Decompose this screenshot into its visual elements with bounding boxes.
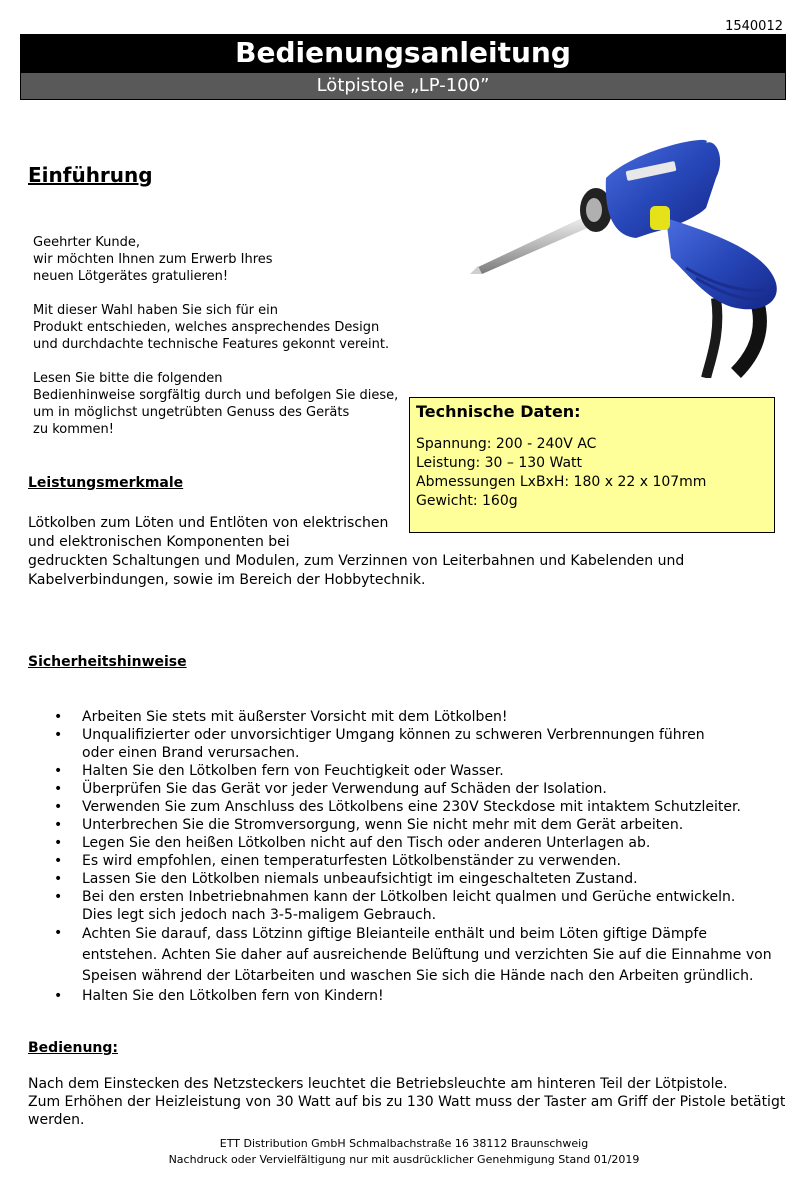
bullet-icon: • — [54, 817, 63, 833]
bullet-icon: • — [54, 709, 63, 725]
page-footer — [0, 1136, 808, 1168]
intro-line: und durchdachte technische Features gekonnt vereint. — [33, 337, 390, 352]
features-line: Kabelverbindungen, sowie im Bereich der Hobbytechnik. — [28, 572, 426, 588]
intro-paragraph — [33, 302, 398, 353]
list-item — [50, 798, 772, 816]
features-heading: Leistungsmerkmale — [28, 475, 184, 491]
safety-line: Unterbrechen Sie die Stromversorgung, wenn Sie nicht mehr mit dem Gerät arbeiten. — [82, 817, 684, 833]
bullet-icon: • — [54, 853, 63, 869]
list-item — [50, 870, 772, 888]
list-item — [50, 708, 772, 726]
intro-line: Produkt entschieden, welches ansprechendes Design — [33, 320, 380, 335]
intro-line: neuen Lötgerätes gratulieren! — [33, 269, 229, 284]
operation-text — [28, 1075, 785, 1129]
list-item — [50, 924, 772, 987]
intro-line: Lesen Sie bitte die folgenden — [33, 371, 223, 386]
intro-line: um in möglichst ungetrübten Genuss des Geräts — [33, 405, 350, 420]
features-line: und elektronischen Komponenten bei — [28, 534, 290, 550]
list-item — [50, 726, 772, 762]
document-number: 1540012 — [725, 19, 783, 34]
operation-line: werden. — [28, 1112, 85, 1128]
bullet-icon: • — [54, 781, 63, 797]
safety-line: Bei den ersten Inbetriebnahmen kann der Lötkolben leicht qualmen und Gerüche entwickeln. — [82, 889, 736, 905]
list-item — [50, 762, 772, 780]
intro-paragraph — [33, 234, 398, 285]
safety-line: Achten Sie darauf, dass Lötzinn giftige Bleianteile enthält und beim Löten giftige Dämpfe — [82, 926, 707, 942]
intro-heading: Einführung — [28, 163, 153, 187]
intro-line: Bedienhinweise sorgfältig durch und befolgen Sie diese, — [33, 388, 399, 403]
technical-data-line: Abmessungen LxBxH: 180 x 22 x 107mm — [416, 474, 707, 490]
safety-line: Dies legt sich jedoch nach 3-5-maligem Gebrauch. — [82, 907, 437, 923]
technical-data-title: Technische Daten: — [416, 402, 581, 421]
list-item — [50, 852, 772, 870]
bullet-icon: • — [54, 889, 63, 905]
list-item — [50, 987, 772, 1005]
technical-data-line: Gewicht: 160g — [416, 493, 518, 509]
list-item — [50, 834, 772, 852]
bullet-icon: • — [54, 925, 63, 941]
features-line: Lötkolben zum Löten und Entlöten von elektrischen — [28, 515, 389, 531]
soldering-gun-image — [466, 118, 786, 378]
features-text — [28, 514, 684, 590]
document-title: Bedienungsanleitung — [20, 34, 786, 72]
safety-line: Arbeiten Sie stets mit äußerster Vorsicht mit dem Lötkolben! — [82, 709, 508, 725]
intro-line: wir möchten Ihnen zum Erwerb Ihres — [33, 252, 273, 267]
footer-line: Nachdruck oder Vervielfältigung nur mit ausdrücklicher Genehmigung Stand 01/2019 — [168, 1153, 640, 1166]
safety-line: Lassen Sie den Lötkolben niemals unbeaufsichtigt im eingeschalteten Zustand. — [82, 871, 638, 887]
operation-heading: Bedienung: — [28, 1040, 119, 1056]
bullet-icon: • — [54, 727, 63, 743]
intro-line: Geehrter Kunde, — [33, 235, 140, 250]
operation-line: Zum Erhöhen der Heizleistung von 30 Watt auf bis zu 130 Watt muss der Taster am Griff der Pistole betätigt — [28, 1094, 786, 1110]
features-line: gedruckten Schaltungen und Modulen, zum Verzinnen von Leiterbahnen und Kabelenden und — [28, 553, 685, 569]
bullet-icon: • — [54, 799, 63, 815]
safety-list — [50, 708, 772, 1005]
gun-grip — [666, 218, 777, 309]
safety-line: Legen Sie den heißen Lötkolben nicht auf den Tisch oder anderen Unterlagen ab. — [82, 835, 651, 851]
bullet-icon: • — [54, 763, 63, 779]
intro-paragraph — [33, 370, 398, 438]
intro-line: zu kommen! — [33, 422, 114, 437]
operation-line: Nach dem Einstecken des Netzsteckers leuchtet die Betriebsleuchte am hinteren Teil der Lötpistole. — [28, 1076, 728, 1092]
bullet-icon: • — [54, 871, 63, 887]
bullet-icon: • — [54, 835, 63, 851]
footer-line: ETT Distribution GmbH Schmalbachstraße 16 38112 Braunschweig — [219, 1137, 589, 1150]
list-item — [50, 888, 772, 924]
trigger-button — [650, 206, 670, 230]
safety-line: Verwenden Sie zum Anschluss des Lötkolbens eine 230V Steckdose mit intaktem Schutzleiter. — [82, 799, 741, 815]
technical-data-line: Spannung: 200 - 240V AC — [416, 436, 597, 452]
technical-data-box — [409, 397, 775, 533]
safety-line: Überprüfen Sie das Gerät vor jeder Verwendung auf Schäden der Isolation. — [82, 781, 607, 797]
safety-line: oder einen Brand verursachen. — [82, 745, 300, 761]
soldering-tip — [476, 216, 592, 274]
intro-text — [33, 234, 398, 455]
safety-line: Halten Sie den Lötkolben fern von Kindern! — [82, 988, 384, 1004]
safety-line: Speisen während der Lötarbeiten und waschen Sie sich die Hände nach den Arbeiten gründlich. — [82, 968, 754, 984]
bullet-icon: • — [54, 988, 63, 1004]
list-item — [50, 816, 772, 834]
safety-heading: Sicherheitshinweise — [28, 654, 187, 670]
technical-data-line: Leistung: 30 – 130 Watt — [416, 455, 583, 471]
safety-line: Unqualifizierter oder unvorsichtiger Umgang können zu schweren Verbrennungen führen — [82, 727, 705, 743]
safety-line: Halten Sie den Lötkolben fern von Feuchtigkeit oder Wasser. — [82, 763, 504, 779]
safety-line: entstehen. Achten Sie daher auf ausreichende Belüftung und verzichten Sie auf die Einnahme von — [82, 947, 772, 963]
safety-line: Es wird empfohlen, einen temperaturfesten Lötkolbenständer zu verwenden. — [82, 853, 621, 869]
intro-line: Mit dieser Wahl haben Sie sich für ein — [33, 303, 279, 318]
list-item — [50, 780, 772, 798]
document-subtitle: Lötpistole „LP-100” — [20, 72, 786, 100]
